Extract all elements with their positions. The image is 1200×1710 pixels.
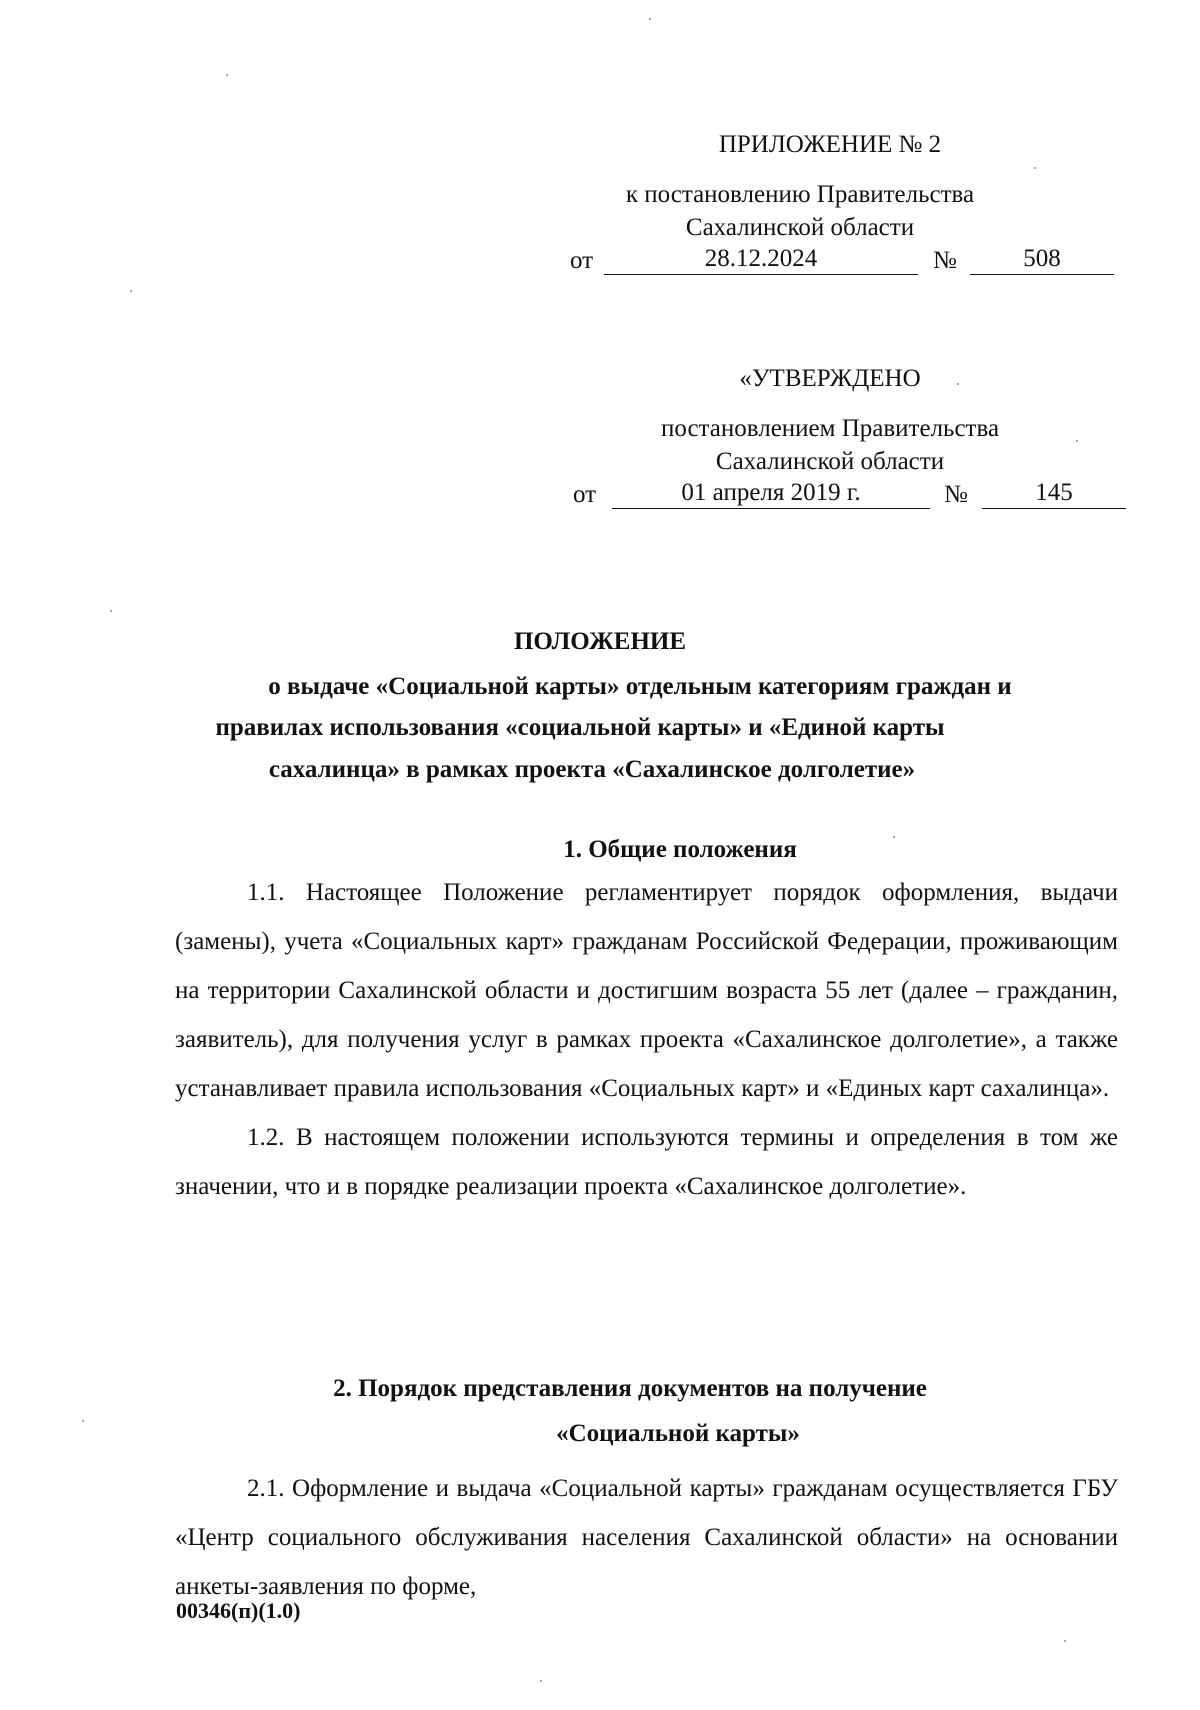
- appendix-to-line1: к постановлению Правительства: [625, 181, 975, 208]
- footer-document-code: 00346(п)(1.0): [176, 1598, 301, 1623]
- section2-body: [175, 1464, 1118, 1611]
- section1-body: [175, 868, 1118, 1211]
- scan-speck: [82, 1420, 84, 1422]
- appendix-to-line2: Сахалинской области: [685, 214, 915, 241]
- scan-speck: [226, 74, 228, 76]
- scan-speck: [957, 383, 959, 385]
- appendix-number-label: №: [933, 247, 957, 274]
- scan-speck: [130, 290, 132, 292]
- scan-speck: [1076, 440, 1078, 442]
- appendix-from-label: от: [570, 247, 594, 274]
- approved-by-line1: постановлением Правительства: [660, 415, 1000, 442]
- section2-paragraph-1: 2.1. Оформление и выдача «Социальной карты» гражданам осуществляется ГБУ «Центр социального обслуживания населения Сахалинской области» на основании анкеты-заявления по форме,: [175, 1475, 1118, 1600]
- section2-heading-line1: 2. Порядок представления документов на получение: [333, 1375, 927, 1402]
- scan-speck: [649, 18, 651, 20]
- approved-title: «УТВЕРЖДЕНО: [739, 365, 921, 392]
- scan-speck: [540, 1680, 542, 1682]
- approved-number: 145: [982, 478, 1126, 509]
- appendix-title: ПРИЛОЖЕНИЕ № 2: [718, 131, 942, 158]
- section1-paragraph-1: 1.1. Настоящее Положение регламентирует порядок оформления, выдачи (замены), учета «Социальных карт» гражданам Российской Федерации, проживающим на территории Сахалинской области и достигшим возраста 55 лет (далее – гражданин, заявитель), для получения услуг в рамках проекта «Сахалинское долголетие», а также устанавливает правила использования «Социальных карт» и «Единых карт сахалинца».: [175, 879, 1118, 1102]
- scan-speck: [893, 836, 895, 838]
- approved-from-label: от: [573, 481, 597, 508]
- scan-speck: [1034, 167, 1036, 169]
- section2-heading-line2: «Социальной карты»: [556, 1420, 800, 1447]
- scan-speck: [110, 610, 112, 612]
- appendix-number: 508: [970, 244, 1114, 275]
- approved-date: 01 апреля 2019 г.: [612, 478, 930, 509]
- document-subtitle-line1: о выдаче «Социальной карты» отдельным категориям граждан и: [268, 673, 1012, 700]
- section1-heading: 1. Общие положения: [563, 836, 797, 863]
- document-subtitle-line3: сахалинца» в рамках проекта «Сахалинское долголетие»: [268, 756, 916, 783]
- appendix-date: 28.12.2024: [604, 244, 918, 275]
- section1-paragraph-2: 1.2. В настоящем положении используются термины и определения в том же значении, что и в порядке реализации проекта «Сахалинское долголетие».: [175, 1124, 1118, 1200]
- approved-by-line2: Сахалинской области: [715, 448, 945, 475]
- scan-speck: [1064, 1640, 1066, 1642]
- approved-number-label: №: [944, 481, 968, 508]
- document-heading: ПОЛОЖЕНИЕ: [513, 628, 687, 655]
- document-subtitle-line2: правилах использования «социальной карты» и «Единой карты: [215, 714, 945, 741]
